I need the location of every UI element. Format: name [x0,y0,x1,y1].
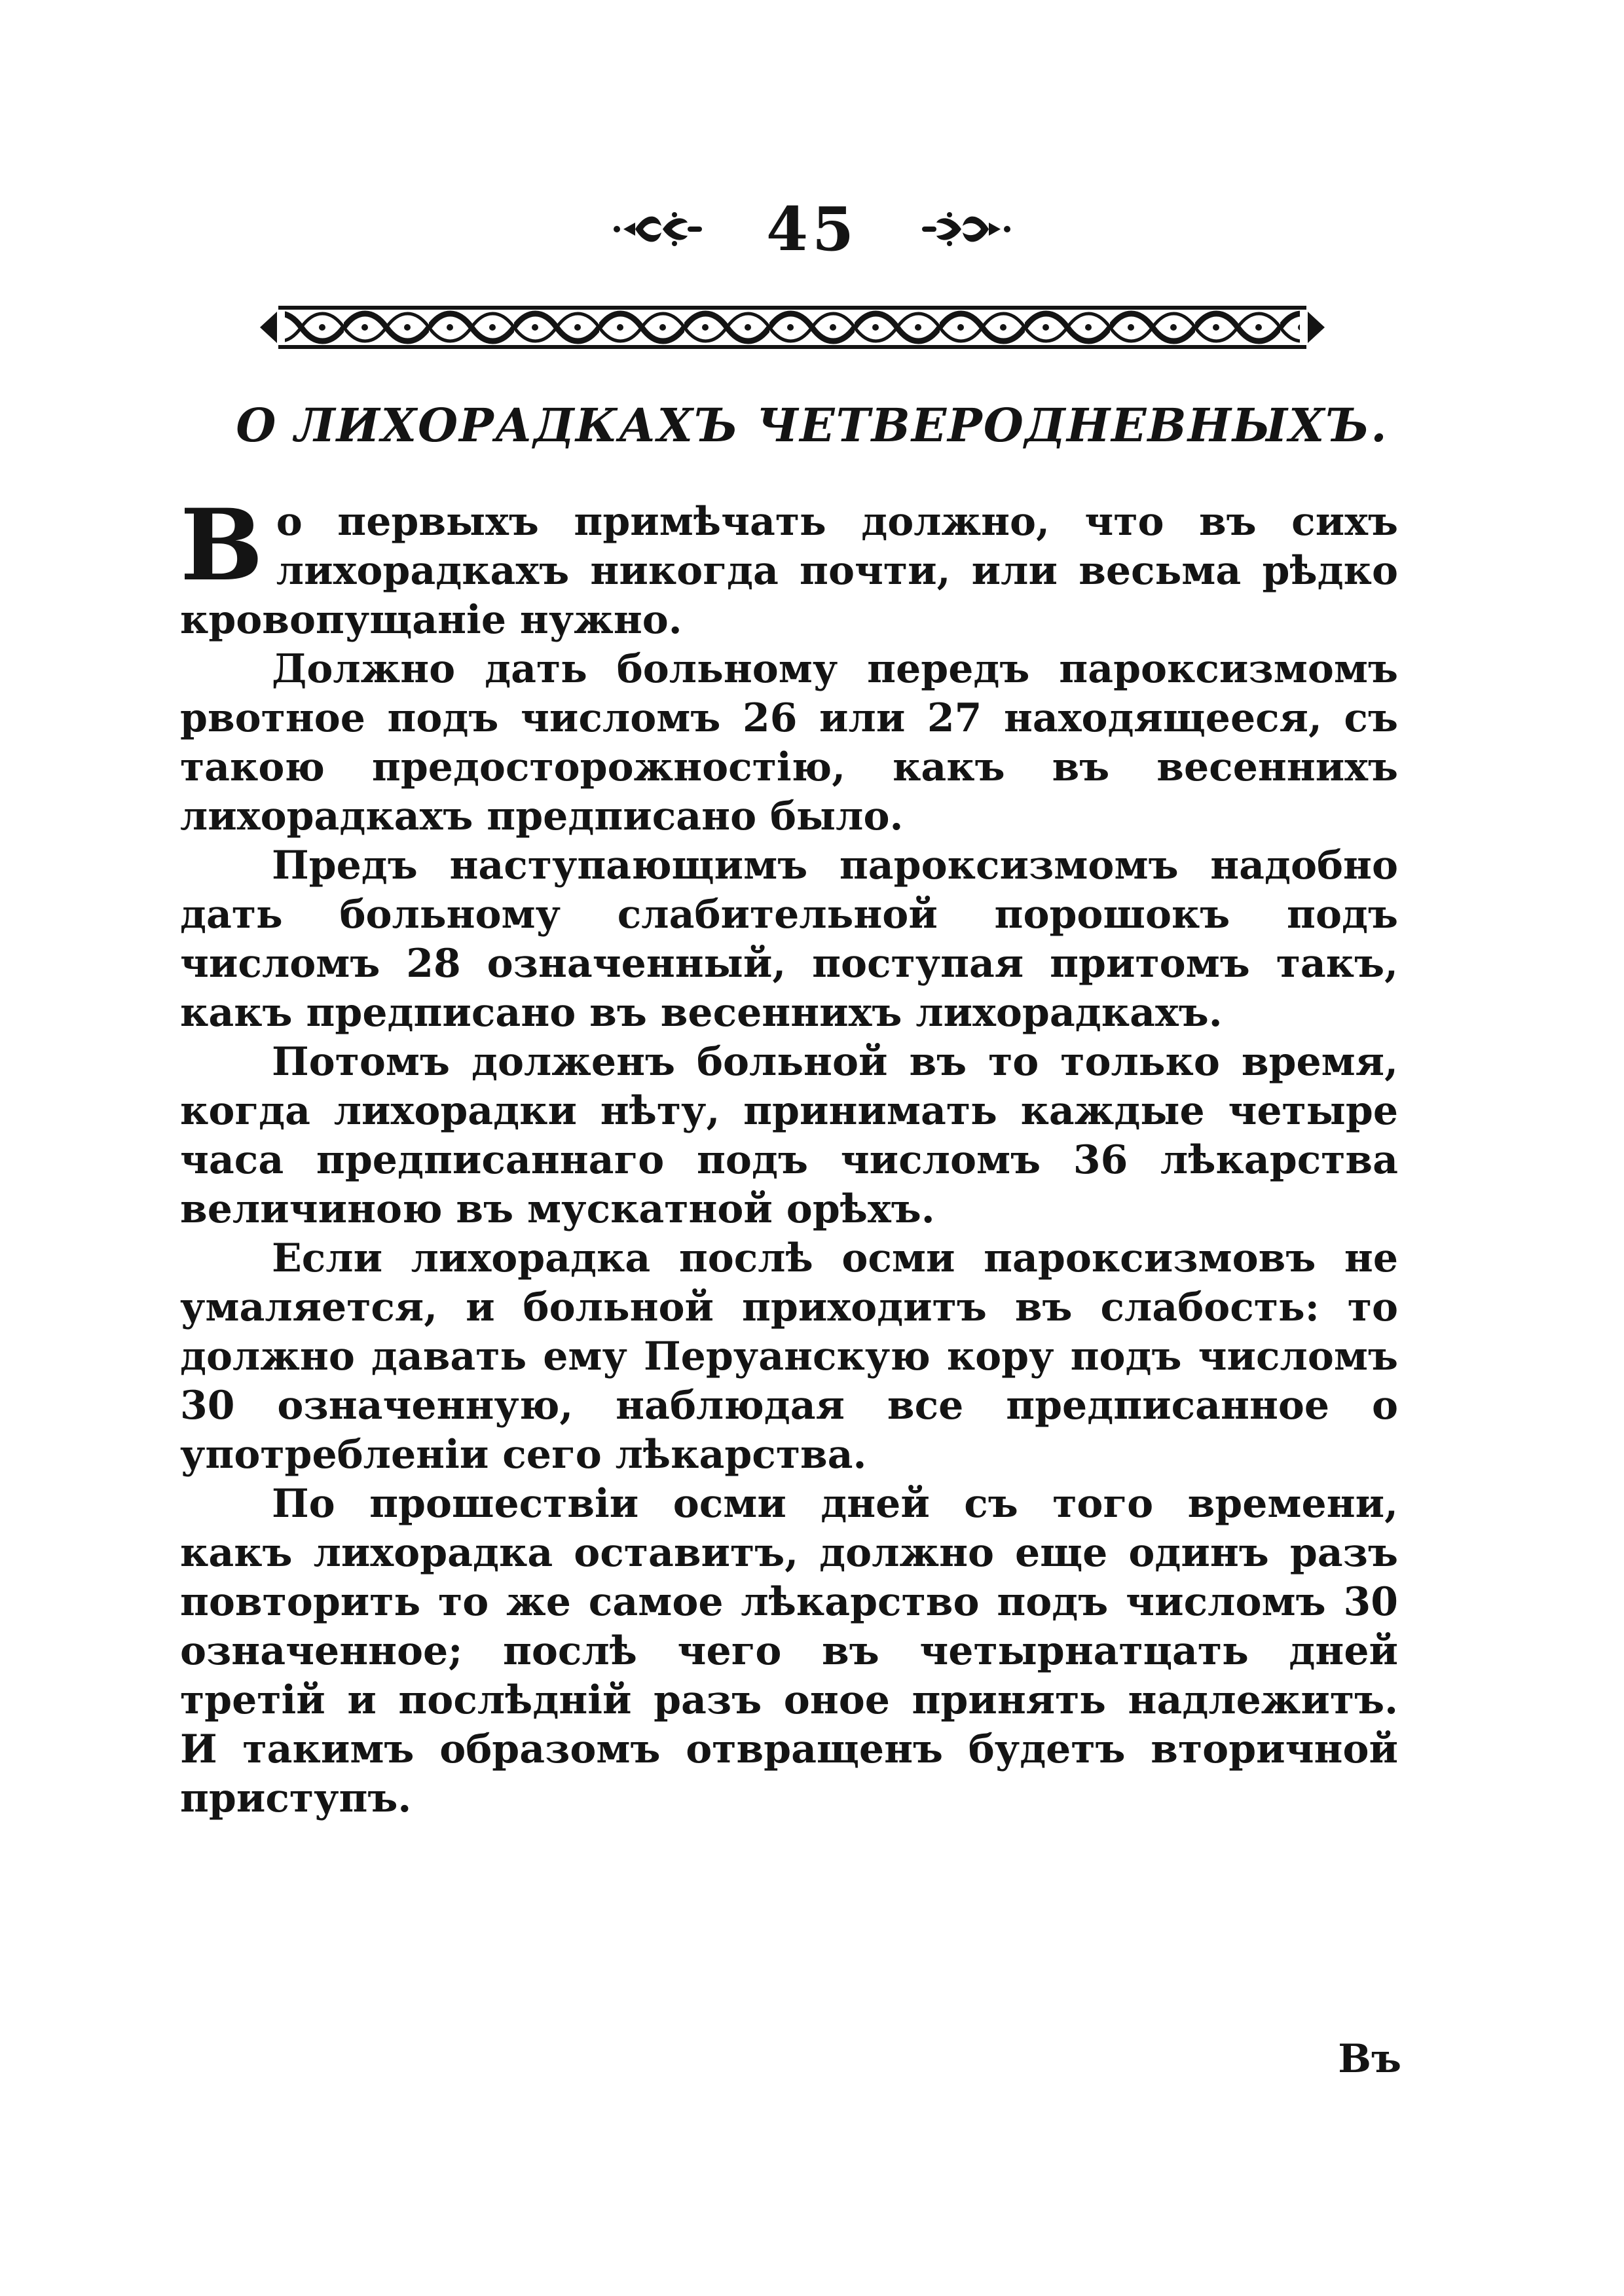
fleuron-right-icon [917,203,1015,255]
paragraph-5: Если лихорадка послѣ осми пароксизмовъ не умаляется, и больной приходитъ въ слабость: то должно давать ему Перуанскую кору подъ числомъ 30 означенную, наблюдая все предписанное о употребленіи сего лѣкарства. [180,1235,1398,1478]
paragraph-4: Потомъ долженъ больной въ то только время, когда лихорадки нѣту, принимать каждые четыре часа предписаннаго подъ числомъ 36 лѣкарства величиною въ мускатной орѣхъ. [180,1039,1398,1232]
catchword: Въ [1338,2036,1401,2082]
paragraph-1 [180,488,1398,645]
body-text [180,488,1398,1823]
paragraph-3: Предъ наступающимъ пароксизмомъ надобно дать больному слабительной порошокъ подъ числомъ 28 означенный, поступая притомъ такъ, какъ предписано въ весеннихъ лихорадкахъ. [180,843,1398,1036]
page-number: 45 [766,194,858,264]
page-header [0,190,1624,268]
chapter-title: О ЛИХОРАДКАХЪ ЧЕТВЕРОДНЕВНЫХЪ. [236,398,1388,452]
decorative-border-icon [259,301,1326,354]
paragraph-2: Должно дать больному передъ пароксизмомъ рвотное подъ числомъ 26 или 27 находящееся, съ такою предосторожностію, какъ въ весеннихъ лихорадкахъ предписано было. [180,646,1398,839]
paragraph-6: По прошествіи осми дней съ того времени, какъ лихорадка оставитъ, должно еще одинъ разъ повторить то же самое лѣкарство подъ числомъ 30 означенное; послѣ чего въ четырнатцать дней третій и послѣдній разъ оное принять надлежитъ. И такимъ образомъ отвращенъ будетъ вторичной приступъ. [180,1481,1398,1821]
fleuron-left-icon [609,203,707,255]
paragraph-1-text: о первыхъ примѣчать должно, что въ сихъ лихорадкахъ никогда почти, или весьма рѣдко кровопущаніе нужно. [180,499,1398,643]
drop-cap: В [180,488,263,603]
